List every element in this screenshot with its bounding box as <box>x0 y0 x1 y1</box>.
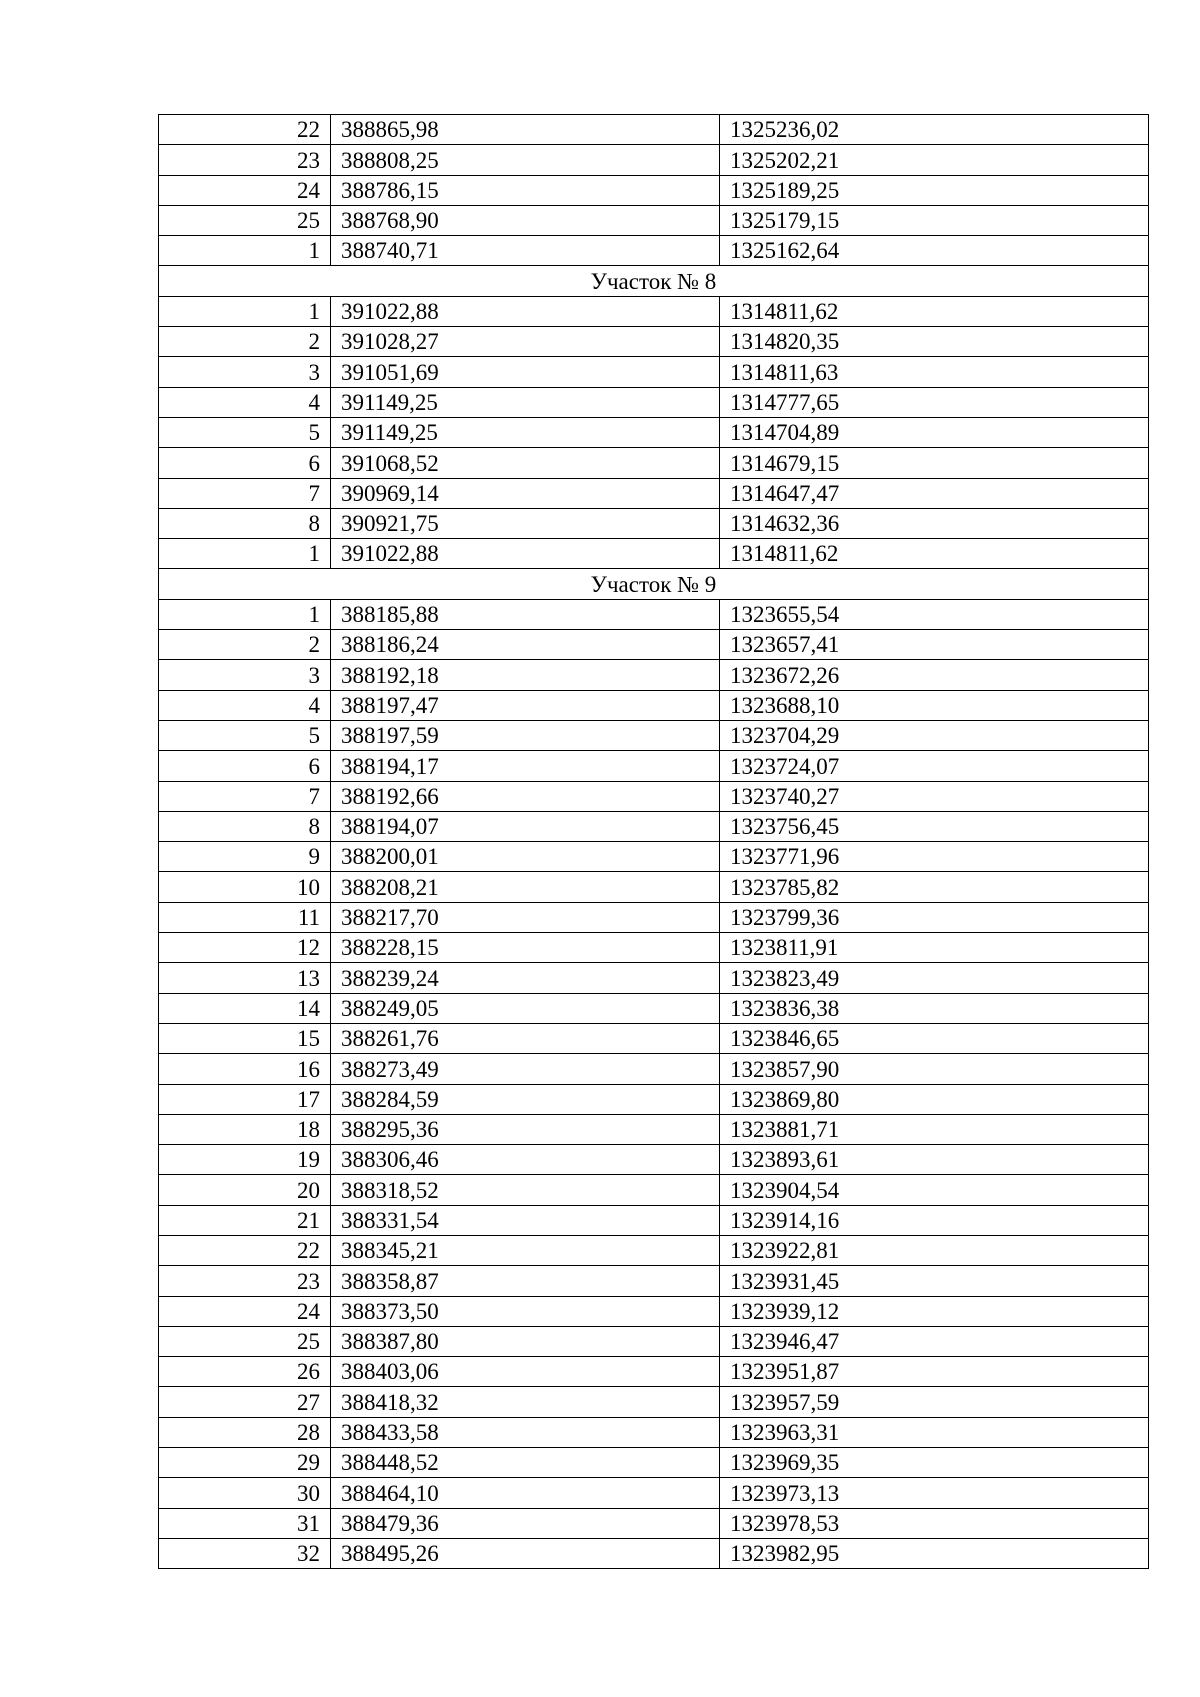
table-row <box>159 1478 1149 1508</box>
table-row <box>159 1175 1149 1205</box>
section-header-row <box>159 569 1149 599</box>
table-row <box>159 933 1149 963</box>
x-coordinate: 391022,88 <box>331 296 720 326</box>
table-row <box>159 690 1149 720</box>
y-coordinate: 1323704,29 <box>720 720 1149 750</box>
x-coordinate: 388786,15 <box>331 175 720 205</box>
x-coordinate: 388194,07 <box>331 811 720 841</box>
x-coordinate: 388306,46 <box>331 1145 720 1175</box>
y-coordinate: 1323688,10 <box>720 690 1149 720</box>
y-coordinate: 1314820,35 <box>720 327 1149 357</box>
point-number: 1 <box>159 236 331 266</box>
point-number: 25 <box>159 205 331 235</box>
x-coordinate: 388418,32 <box>331 1387 720 1417</box>
table-row <box>159 1235 1149 1265</box>
y-coordinate: 1323823,49 <box>720 963 1149 993</box>
table-row <box>159 1387 1149 1417</box>
y-coordinate: 1323982,95 <box>720 1538 1149 1568</box>
table-row <box>159 660 1149 690</box>
point-number: 1 <box>159 539 331 569</box>
table-row <box>159 539 1149 569</box>
y-coordinate: 1323946,47 <box>720 1326 1149 1356</box>
point-number: 7 <box>159 478 331 508</box>
coordinate-table <box>158 114 1149 1569</box>
y-coordinate: 1314777,65 <box>720 387 1149 417</box>
x-coordinate: 388865,98 <box>331 115 720 145</box>
table-row <box>159 1538 1149 1568</box>
table-row <box>159 1448 1149 1478</box>
point-number: 25 <box>159 1326 331 1356</box>
point-number: 24 <box>159 1296 331 1326</box>
y-coordinate: 1325202,21 <box>720 145 1149 175</box>
x-coordinate: 391149,25 <box>331 417 720 447</box>
table-row <box>159 327 1149 357</box>
y-coordinate: 1323846,65 <box>720 1023 1149 1053</box>
table-row <box>159 902 1149 932</box>
point-number: 23 <box>159 145 331 175</box>
x-coordinate: 388318,52 <box>331 1175 720 1205</box>
table-row <box>159 993 1149 1023</box>
y-coordinate: 1325179,15 <box>720 205 1149 235</box>
section-title: Участок № 8 <box>159 266 1149 296</box>
table-row <box>159 417 1149 447</box>
section-title: Участок № 9 <box>159 569 1149 599</box>
x-coordinate: 391068,52 <box>331 448 720 478</box>
x-coordinate: 388194,17 <box>331 751 720 781</box>
point-number: 4 <box>159 690 331 720</box>
y-coordinate: 1314704,89 <box>720 417 1149 447</box>
x-coordinate: 388228,15 <box>331 933 720 963</box>
x-coordinate: 388479,36 <box>331 1508 720 1538</box>
table-row <box>159 1296 1149 1326</box>
table-row <box>159 387 1149 417</box>
point-number: 2 <box>159 630 331 660</box>
point-number: 22 <box>159 115 331 145</box>
y-coordinate: 1323931,45 <box>720 1266 1149 1296</box>
table-row <box>159 963 1149 993</box>
section-header-row <box>159 266 1149 296</box>
point-number: 13 <box>159 963 331 993</box>
point-number: 16 <box>159 1054 331 1084</box>
x-coordinate: 390969,14 <box>331 478 720 508</box>
point-number: 22 <box>159 1235 331 1265</box>
x-coordinate: 388373,50 <box>331 1296 720 1326</box>
table-row <box>159 175 1149 205</box>
y-coordinate: 1325189,25 <box>720 175 1149 205</box>
point-number: 28 <box>159 1417 331 1447</box>
x-coordinate: 388239,24 <box>331 963 720 993</box>
x-coordinate: 388186,24 <box>331 630 720 660</box>
point-number: 6 <box>159 751 331 781</box>
point-number: 3 <box>159 660 331 690</box>
table-row <box>159 872 1149 902</box>
x-coordinate: 388249,05 <box>331 993 720 1023</box>
x-coordinate: 388185,88 <box>331 599 720 629</box>
x-coordinate: 388345,21 <box>331 1235 720 1265</box>
table-row <box>159 1084 1149 1114</box>
point-number: 18 <box>159 1114 331 1144</box>
y-coordinate: 1323836,38 <box>720 993 1149 1023</box>
point-number: 30 <box>159 1478 331 1508</box>
y-coordinate: 1323657,41 <box>720 630 1149 660</box>
x-coordinate: 388197,59 <box>331 720 720 750</box>
y-coordinate: 1314679,15 <box>720 448 1149 478</box>
x-coordinate: 388740,71 <box>331 236 720 266</box>
table-row <box>159 508 1149 538</box>
coordinate-table-body <box>159 115 1149 1569</box>
x-coordinate: 388208,21 <box>331 872 720 902</box>
table-row <box>159 296 1149 326</box>
x-coordinate: 391051,69 <box>331 357 720 387</box>
table-row <box>159 599 1149 629</box>
point-number: 29 <box>159 1448 331 1478</box>
table-row <box>159 478 1149 508</box>
table-row <box>159 1114 1149 1144</box>
table-row <box>159 1508 1149 1538</box>
x-coordinate: 388192,66 <box>331 781 720 811</box>
y-coordinate: 1323857,90 <box>720 1054 1149 1084</box>
y-coordinate: 1323957,59 <box>720 1387 1149 1417</box>
point-number: 3 <box>159 357 331 387</box>
y-coordinate: 1323756,45 <box>720 811 1149 841</box>
point-number: 32 <box>159 1538 331 1568</box>
y-coordinate: 1323914,16 <box>720 1205 1149 1235</box>
point-number: 12 <box>159 933 331 963</box>
point-number: 24 <box>159 175 331 205</box>
point-number: 10 <box>159 872 331 902</box>
table-row <box>159 448 1149 478</box>
point-number: 27 <box>159 1387 331 1417</box>
y-coordinate: 1323799,36 <box>720 902 1149 932</box>
point-number: 2 <box>159 327 331 357</box>
y-coordinate: 1323904,54 <box>720 1175 1149 1205</box>
point-number: 26 <box>159 1357 331 1387</box>
point-number: 23 <box>159 1266 331 1296</box>
point-number: 7 <box>159 781 331 811</box>
table-row <box>159 205 1149 235</box>
point-number: 19 <box>159 1145 331 1175</box>
table-row <box>159 357 1149 387</box>
x-coordinate: 388464,10 <box>331 1478 720 1508</box>
x-coordinate: 388200,01 <box>331 842 720 872</box>
y-coordinate: 1314647,47 <box>720 478 1149 508</box>
x-coordinate: 388197,47 <box>331 690 720 720</box>
x-coordinate: 388273,49 <box>331 1054 720 1084</box>
y-coordinate: 1314811,62 <box>720 296 1149 326</box>
table-row <box>159 1023 1149 1053</box>
point-number: 31 <box>159 1508 331 1538</box>
point-number: 8 <box>159 508 331 538</box>
x-coordinate: 388448,52 <box>331 1448 720 1478</box>
point-number: 5 <box>159 720 331 750</box>
table-row <box>159 842 1149 872</box>
x-coordinate: 388217,70 <box>331 902 720 932</box>
y-coordinate: 1323951,87 <box>720 1357 1149 1387</box>
point-number: 9 <box>159 842 331 872</box>
x-coordinate: 388261,76 <box>331 1023 720 1053</box>
point-number: 15 <box>159 1023 331 1053</box>
y-coordinate: 1323969,35 <box>720 1448 1149 1478</box>
x-coordinate: 388284,59 <box>331 1084 720 1114</box>
x-coordinate: 388403,06 <box>331 1357 720 1387</box>
y-coordinate: 1323973,13 <box>720 1478 1149 1508</box>
point-number: 1 <box>159 599 331 629</box>
point-number: 1 <box>159 296 331 326</box>
table-row <box>159 1054 1149 1084</box>
x-coordinate: 388768,90 <box>331 205 720 235</box>
point-number: 4 <box>159 387 331 417</box>
table-row <box>159 811 1149 841</box>
y-coordinate: 1314632,36 <box>720 508 1149 538</box>
table-row <box>159 1357 1149 1387</box>
x-coordinate: 388387,80 <box>331 1326 720 1356</box>
x-coordinate: 388433,58 <box>331 1417 720 1447</box>
y-coordinate: 1323724,07 <box>720 751 1149 781</box>
point-number: 20 <box>159 1175 331 1205</box>
y-coordinate: 1323963,31 <box>720 1417 1149 1447</box>
y-coordinate: 1323811,91 <box>720 933 1149 963</box>
y-coordinate: 1323655,54 <box>720 599 1149 629</box>
point-number: 17 <box>159 1084 331 1114</box>
x-coordinate: 388192,18 <box>331 660 720 690</box>
table-row <box>159 781 1149 811</box>
y-coordinate: 1323893,61 <box>720 1145 1149 1175</box>
y-coordinate: 1323869,80 <box>720 1084 1149 1114</box>
table-row <box>159 145 1149 175</box>
table-row <box>159 236 1149 266</box>
x-coordinate: 388295,36 <box>331 1114 720 1144</box>
y-coordinate: 1323939,12 <box>720 1296 1149 1326</box>
y-coordinate: 1323881,71 <box>720 1114 1149 1144</box>
point-number: 6 <box>159 448 331 478</box>
y-coordinate: 1314811,62 <box>720 539 1149 569</box>
x-coordinate: 388358,87 <box>331 1266 720 1296</box>
table-row <box>159 1266 1149 1296</box>
y-coordinate: 1323672,26 <box>720 660 1149 690</box>
table-row <box>159 630 1149 660</box>
x-coordinate: 388331,54 <box>331 1205 720 1235</box>
point-number: 5 <box>159 417 331 447</box>
y-coordinate: 1323978,53 <box>720 1508 1149 1538</box>
table-row <box>159 751 1149 781</box>
y-coordinate: 1323922,81 <box>720 1235 1149 1265</box>
point-number: 8 <box>159 811 331 841</box>
x-coordinate: 388808,25 <box>331 145 720 175</box>
y-coordinate: 1323785,82 <box>720 872 1149 902</box>
y-coordinate: 1314811,63 <box>720 357 1149 387</box>
y-coordinate: 1323740,27 <box>720 781 1149 811</box>
table-row <box>159 115 1149 145</box>
table-row <box>159 1205 1149 1235</box>
table-row <box>159 720 1149 750</box>
x-coordinate: 390921,75 <box>331 508 720 538</box>
y-coordinate: 1323771,96 <box>720 842 1149 872</box>
table-row <box>159 1326 1149 1356</box>
x-coordinate: 391022,88 <box>331 539 720 569</box>
point-number: 11 <box>159 902 331 932</box>
point-number: 14 <box>159 993 331 1023</box>
y-coordinate: 1325236,02 <box>720 115 1149 145</box>
x-coordinate: 391028,27 <box>331 327 720 357</box>
table-row <box>159 1145 1149 1175</box>
x-coordinate: 388495,26 <box>331 1538 720 1568</box>
y-coordinate: 1325162,64 <box>720 236 1149 266</box>
x-coordinate: 391149,25 <box>331 387 720 417</box>
table-row <box>159 1417 1149 1447</box>
point-number: 21 <box>159 1205 331 1235</box>
